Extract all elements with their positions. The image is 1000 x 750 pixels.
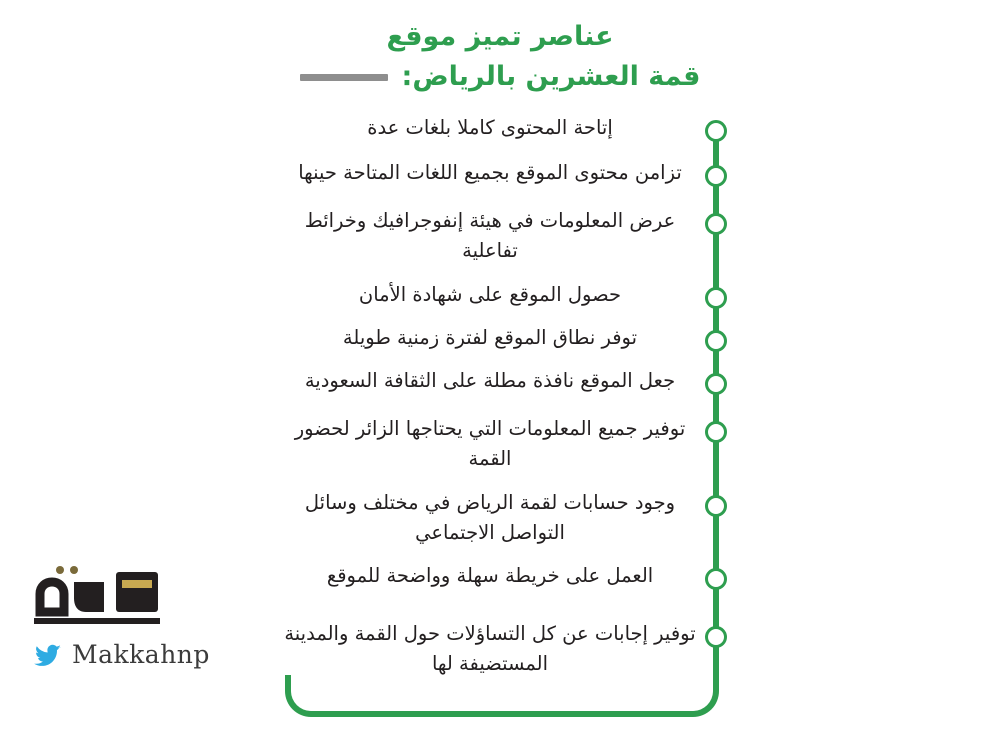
timeline-item-label: توفير إجابات عن كل التساؤلات حول القمة والمدينة المستضيفة لها	[284, 622, 696, 675]
timeline-node-marker	[705, 287, 727, 309]
title-line-1: عناصر تميز موقع	[386, 21, 614, 52]
timeline-node-marker	[705, 373, 727, 395]
brand-logo	[22, 560, 212, 690]
title-line-2-row	[0, 58, 1000, 96]
timeline-node-marker	[705, 213, 727, 235]
twitter-bird-icon	[34, 644, 62, 668]
timeline-item-label: جعل الموقع نافذة مطلة على الثقافة السعودية	[304, 369, 676, 392]
timeline-spine	[713, 124, 719, 689]
timeline-item-label: عرض المعلومات في هيئة إنفوجرافيك وخرائط تفاعلية	[304, 209, 676, 262]
timeline-node-marker	[705, 626, 727, 648]
timeline-node-marker	[705, 330, 727, 352]
timeline-item-label: تزامن محتوى الموقع بجميع اللغات المتاحة حينها	[298, 161, 682, 184]
timeline-item-label: توفير جميع المعلومات التي يحتاجها الزائر لحضور القمة	[294, 417, 686, 470]
timeline-node-marker	[705, 495, 727, 517]
timeline-item-label: العمل على خريطة سهلة وواضحة للموقع	[326, 564, 654, 587]
title-line-2: قمة العشرين بالرياض:	[401, 61, 701, 92]
makkah-arabic-logo-icon	[30, 560, 190, 632]
timeline-node-marker	[705, 120, 727, 142]
timeline-item-label: إتاحة المحتوى كاملا بلغات عدة	[367, 116, 613, 139]
timeline-node-marker	[705, 165, 727, 187]
timeline-item-label: توفر نطاق الموقع لفترة زمنية طويلة	[342, 326, 638, 349]
title-rule-decoration	[300, 74, 388, 81]
timeline-node-marker	[705, 421, 727, 443]
timeline-node-marker	[705, 568, 727, 590]
page-title	[0, 18, 1000, 96]
logo-wordmark: Makkahnp	[72, 640, 210, 669]
timeline-item-label: وجود حسابات لقمة الرياض في مختلف وسائل التواصل الاجتماعي	[304, 491, 676, 544]
timeline-item-label: حصول الموقع على شهادة الأمان	[358, 283, 622, 306]
